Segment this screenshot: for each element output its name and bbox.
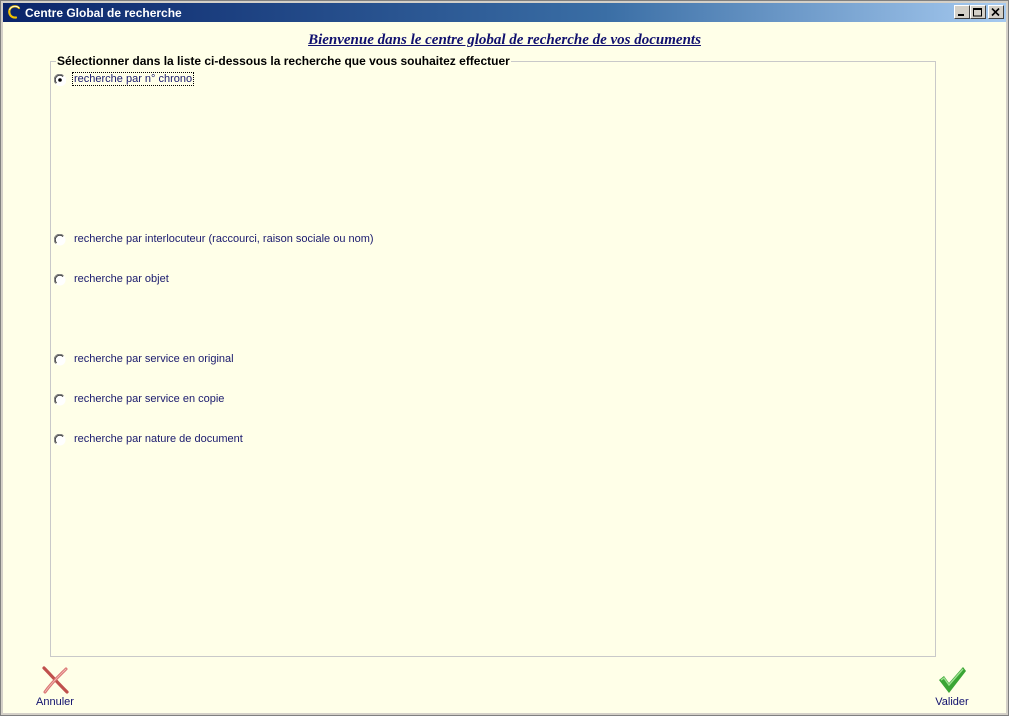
close-button[interactable]	[988, 5, 1004, 19]
radio-unselected-icon[interactable]	[54, 353, 66, 365]
validate-button[interactable]	[922, 665, 982, 715]
radio-option-nature-document[interactable]	[54, 431, 244, 447]
window-title: Centre Global de recherche	[25, 6, 182, 20]
maximize-button[interactable]	[970, 5, 986, 19]
radio-option-objet[interactable]	[54, 271, 170, 287]
radio-label-interlocuteur: recherche par interlocuteur (raccourci, raison sociale ou nom)	[74, 233, 374, 245]
radio-option-chrono[interactable]	[54, 71, 193, 87]
radio-label-objet: recherche par objet	[74, 273, 169, 285]
radio-label-service-copie: recherche par service en copie	[74, 393, 225, 405]
client-area	[3, 22, 1006, 713]
radio-option-interlocuteur[interactable]	[54, 231, 375, 247]
groupbox-label: Sélectionner dans la liste ci-dessous la recherche que vous souhaitez effectuer	[57, 54, 510, 68]
minimize-icon	[957, 8, 967, 17]
minimize-button[interactable]	[954, 5, 970, 19]
cross-icon	[40, 665, 70, 695]
window-controls	[954, 5, 1004, 20]
close-icon	[991, 8, 1001, 17]
maximize-icon	[973, 8, 983, 17]
page-title: Bienvenue dans le centre global de recherche de vos documents	[308, 32, 701, 48]
radio-unselected-icon[interactable]	[54, 233, 66, 245]
radio-option-service-original[interactable]	[54, 351, 235, 367]
radio-unselected-icon[interactable]	[54, 433, 66, 445]
radio-label-nature-document: recherche par nature de document	[74, 433, 243, 445]
radio-selected-icon[interactable]	[54, 73, 66, 85]
search-type-groupbox	[50, 54, 936, 657]
checkmark-icon	[936, 665, 968, 695]
cancel-label: Annuler	[36, 696, 74, 708]
radio-label-service-original: recherche par service en original	[74, 353, 234, 365]
radio-unselected-icon[interactable]	[54, 273, 66, 285]
radio-option-service-copie[interactable]	[54, 391, 225, 407]
radio-label-chrono: recherche par n° chrono	[74, 73, 193, 85]
title-bar[interactable]	[3, 3, 1006, 22]
cancel-button[interactable]	[25, 665, 85, 715]
app-c-icon	[6, 4, 22, 20]
validate-label: Valider	[935, 696, 969, 708]
radio-unselected-icon[interactable]	[54, 393, 66, 405]
